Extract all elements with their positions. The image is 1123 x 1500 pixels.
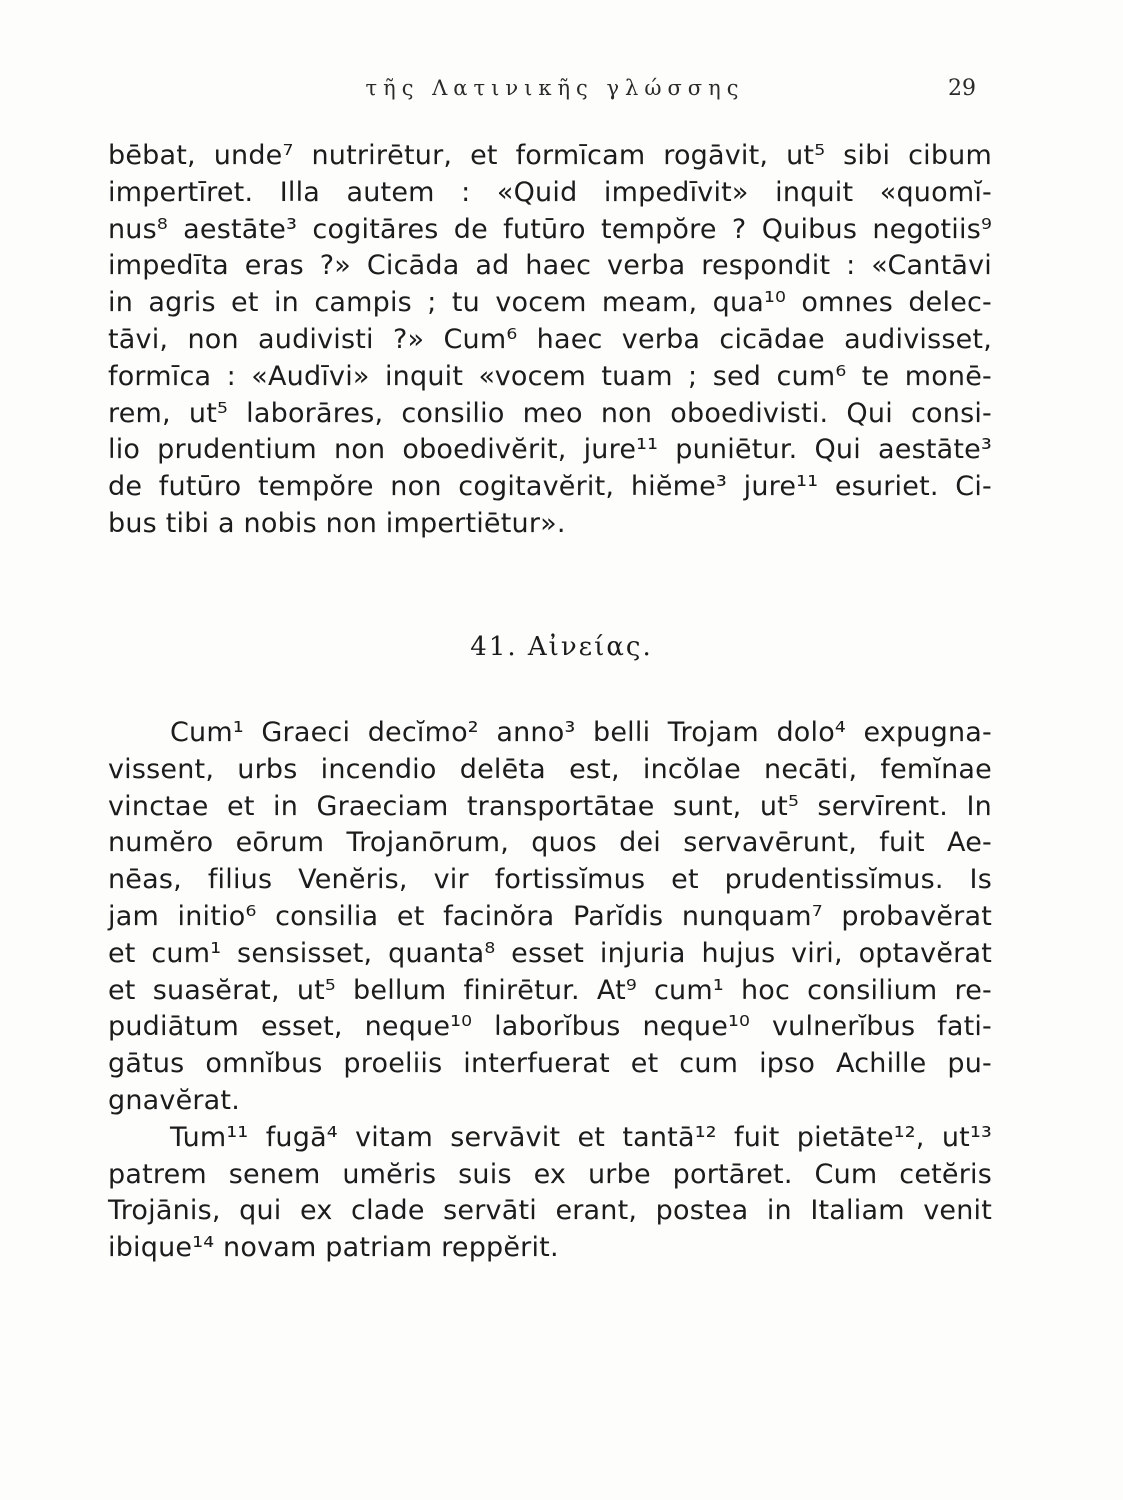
text-line: et cum¹ sensisset, quanta⁸ esset injuria hujus viri, optavĕrat <box>108 937 992 969</box>
text-line: tāvi, non audivisti ?» Cum⁶ haec verba cicādae audivisset, <box>108 323 992 355</box>
text-line: gātus omnĭbus proeliis interfuerat et cum ipso Achille pu- <box>108 1048 992 1080</box>
text-line: nus⁸ aestāte³ cogitāres de futūro tempŏre ? Quibus negotiis⁹ <box>108 213 992 245</box>
text-line: de futūro tempŏre non cogitavĕrit, hiĕme³ jure¹¹ esuriet. Ci- <box>108 471 992 503</box>
text-line: rem, ut⁵ laborāres, consilio meo non oboedivisti. Qui consi- <box>108 397 992 429</box>
text-line: formīca : «Audīvi» inquit «vocem tuam ; sed cum⁶ te monē- <box>108 360 992 392</box>
text-line: in agris et in campis ; tu vocem meam, qua¹⁰ omnes delec- <box>108 287 992 319</box>
text-line: vissent, urbs incendio delēta est, incŏlae necāti, femĭnae <box>108 753 992 785</box>
text-line: impedīta eras ?» Cicāda ad haec verba respondit : «Cantāvi <box>108 250 992 282</box>
text-line: pudiātum esset, neque¹⁰ laborĭbus neque¹⁰ vulnerĭbus fati- <box>108 1011 992 1043</box>
text-line: Tum¹¹ fugā⁴ vitam servāvit et tantā¹² fuit pietāte¹², ut¹³ <box>170 1121 992 1153</box>
section-heading: 41. Αἰνείας. <box>470 632 653 662</box>
text-line: jam initio⁶ consilia et facinŏra Parĭdis nunquam⁷ probavĕrat <box>108 900 992 932</box>
text-line: vinctae et in Graeciam transportātae sunt, ut⁵ servīrent. In <box>108 790 992 822</box>
text-line: impertīret. Illa autem : «Quid impedīvit» inquit «quomĭ- <box>108 176 992 208</box>
text-line: bus tibi a nobis non impertiētur». <box>108 507 566 539</box>
text-line: Cum¹ Graeci decĭmo² anno³ belli Trojam dolo⁴ expugna- <box>170 717 992 748</box>
running-header <box>0 76 1123 116</box>
passage-40-continuation <box>108 138 992 543</box>
text-line: lio prudentium non oboedivĕrit, jure¹¹ puniētur. Qui aestāte³ <box>108 434 992 466</box>
text-line: et suasĕrat, ut⁵ bellum finirētur. At⁹ cum¹ hoc consilium re- <box>108 974 992 1006</box>
text-line: Trojānis, qui ex clade servāti erant, postea in Italiam venit <box>108 1195 992 1227</box>
header-title: τῆς Λατινικῆς γλώσσης <box>365 76 745 100</box>
page-number: 29 <box>948 76 976 101</box>
text-line: patrem senem umĕris suis ex urbe portāret. Cum cetĕris <box>108 1158 992 1190</box>
text-line: nēas, filius Venĕris, vir fortissĭmus et prudentissĭmus. Is <box>108 864 992 896</box>
text-line: gnavĕrat. <box>108 1084 241 1116</box>
text-line: bēbat, unde⁷ nutrirētur, et formīcam rogāvit, ut⁵ sibi cibum <box>108 140 992 171</box>
section-41-body <box>108 715 992 1267</box>
text-line: numĕro eōrum Trojanōrum, quos dei servavērunt, fuit Ae- <box>108 827 992 859</box>
text-line: ibique¹⁴ novam patriam reppĕrit. <box>108 1232 559 1264</box>
